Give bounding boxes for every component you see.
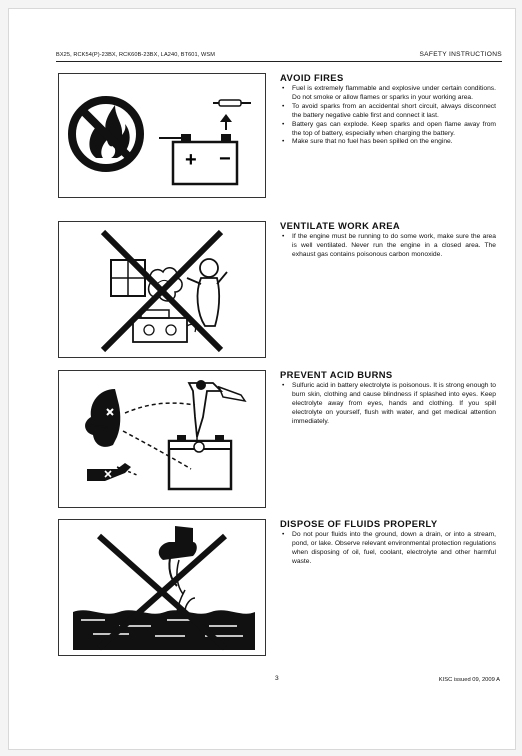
header-models: BX25, RCK54(P)-23BX, RCK60B-23BX, LA240, BT601, WSM	[56, 52, 215, 58]
bullet-item: • If the engine must be running to do some work, make sure the area is well ventilated. Never run the engine in a closed area. The exhaust gas contains poisonous carbon monoxide.	[280, 233, 496, 260]
no-closed-room-engine-icon	[59, 222, 265, 357]
illustration-ventilate	[58, 221, 266, 358]
svg-text:+: +	[185, 149, 197, 171]
page-number: 3	[275, 675, 279, 682]
section-ventilate-work-area	[280, 220, 496, 260]
no-dumping-fluids-icon	[59, 520, 265, 655]
illustration-dispose-fluids	[58, 519, 266, 656]
section-title: PREVENT ACID BURNS	[280, 369, 393, 380]
header-section-title: SAFETY INSTRUCTIONS	[419, 51, 502, 58]
illustration-acid-burns	[58, 370, 266, 508]
bullet-item: • To avoid sparks from an accidental short circuit, always disconnect the battery negative cable first and connect it last.	[280, 103, 496, 121]
bullet-list	[280, 531, 496, 567]
no-fire-battery-icon	[59, 74, 265, 197]
illustration-avoid-fires	[58, 73, 266, 198]
bullet-list	[280, 382, 496, 427]
section-prevent-acid-burns	[280, 369, 496, 427]
issue-label: KISC issued 09, 2009 A	[438, 677, 500, 683]
bullet-item: • Sulfuric acid in battery electrolyte is poisonous. It is strong enough to burn skin, clothing and cause blindness if splashed into eyes. Keep electrolyte away from eyes, hands and clothing. If you spill electrolyte on yourself, flush with water, and get medical attention immediately.	[280, 382, 496, 427]
section-avoid-fires	[280, 72, 496, 147]
bullet-item: • Make sure that no fuel has been spilled on the engine.	[280, 138, 496, 147]
section-title: VENTILATE WORK AREA	[280, 220, 401, 231]
acid-splash-icon	[59, 371, 265, 507]
bullet-item: • Fuel is extremely flammable and explosive under certain conditions. Do not smoke or allow flames or sparks in your working area.	[280, 85, 496, 103]
svg-text:−: −	[219, 148, 231, 170]
bullet-list	[280, 233, 496, 260]
bullet-list	[280, 85, 496, 147]
bullet-item: • Battery gas can explode. Keep sparks and open flame away from the top of battery, especially when charging the battery.	[280, 121, 496, 139]
bullet-item: • Do not pour fluids into the ground, down a drain, or into a stream, pond, or lake. Observe relevant environmental protection regulations when disposing of oil, fuel, coolant, electrolyte and other harmful waste.	[280, 531, 496, 567]
section-title: DISPOSE OF FLUIDS PROPERLY	[280, 518, 438, 529]
section-title: AVOID FIRES	[280, 72, 344, 83]
section-dispose-fluids	[280, 518, 496, 567]
header-rule	[56, 61, 502, 62]
